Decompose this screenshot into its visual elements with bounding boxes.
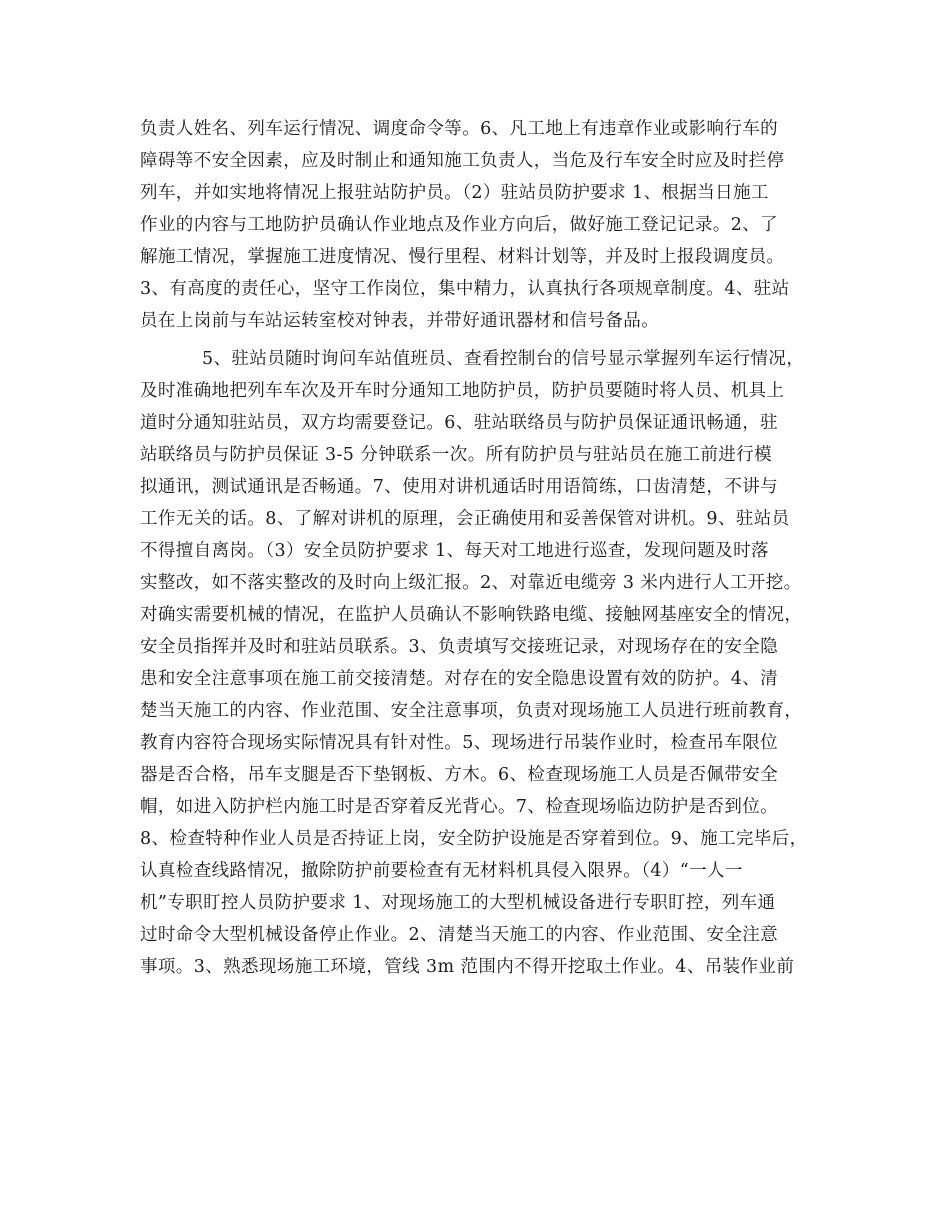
text-line: 楚当天施工的内容、作业范围、安全注意事项，负责对现场施工人员进行班前教育， (140, 701, 803, 721)
text-line: 认真检查线路情况，撤除防护前要检查有无材料机具侵入限界。（4）“一人一 (140, 861, 743, 881)
text-line: 教育内容符合现场实际情况具有针对性。5、现场进行吊装作业时，检查吊车限位 (140, 733, 779, 753)
text-line: 不得擅自离岗。（3）安全员防护要求 1、每天对工地进行巡查，发现问题及时落 (140, 541, 769, 561)
text-line: 5、驻站员随时询问车站值班员、查看控制台的信号显示掌握列车运行情况， (202, 349, 805, 369)
text-line: 安全员指挥并及时和驻站员联系。3、负责填写交接班记录，对现场存在的安全隐 (140, 637, 779, 657)
text-line: 负责人姓名、列车运行情况、调度命令等。6、凡工地上有违章作业或影响行车的 (140, 119, 779, 139)
text-line: 患和安全注意事项在施工前交接清楚。对存在的安全隐患设置有效的防护。4、清 (140, 669, 779, 689)
text-line: 员在上岗前与车站运转室校对钟表，并带好通讯器材和信号备品。 (140, 311, 660, 331)
text-line: 过时命令大型机械设备停止作业。2、清楚当天施工的内容、作业范围、安全注意 (140, 925, 779, 945)
text-line: 拟通讯，测试通讯是否畅通。7、使用对讲机通话时用语简练，口齿清楚，不讲与 (140, 477, 779, 497)
text-line: 障碍等不安全因素，应及时制止和通知施工负责人，当危及行车安全时应及时拦停 (140, 151, 785, 171)
text-line: 站联络员与防护员保证 3-5 分钟联系一次。所有防护员与驻站员在施工前进行模 (140, 445, 773, 465)
text-line: 及时准确地把列车车次及开车时分通知工地防护员，防护员要随时将人员、机具上 (140, 381, 785, 401)
text-line: 帽，如进入防护栏内施工时是否穿着反光背心。7、检查现场临边防护是否到位。 (140, 797, 779, 817)
text-line: 对确实需要机械的情况，在监护人员确认不影响铁路电缆、接触网基座安全的情况， (140, 605, 803, 625)
text-line: 8、检查特种作业人员是否持证上岗，安全防护设施是否穿着到位。9、施工完毕后， (140, 829, 808, 849)
text-line: 解施工情况，掌握施工进度情况、慢行里程、材料计划等，并及时上报段调度员。 (140, 247, 785, 267)
text-line: 事项。3、熟悉现场施工环境，管线 3m 范围内不得开挖取土作业。4、吊装作业前 (140, 957, 795, 977)
text-line: 3、有高度的责任心，坚守工作岗位，集中精力，认真执行各项规章制度。4、驻站 (140, 279, 790, 299)
text-line: 道时分通知驻站员，双方均需要登记。6、驻站联络员与防护员保证通讯畅通，驻 (140, 413, 779, 433)
text-line: 实整改，如不落实整改的及时向上级汇报。2、对靠近电缆旁 3 米内进行人工开挖。 (140, 573, 802, 593)
text-line: 作业的内容与工地防护员确认作业地点及作业方向后，做好施工登记记录。2、了 (140, 215, 779, 235)
text-line: 工作无关的话。8、了解对讲机的原理，会正确使用和妥善保管对讲机。9、驻站员 (140, 509, 790, 529)
text-line: 列车，并如实地将情况上报驻站防护员。（2）驻站员防护要求 1、根据当日施工 (140, 183, 769, 203)
text-line: 器是否合格，吊车支腿是否下垫钢板、方木。6、检查现场施工人员是否佩带安全 (140, 765, 779, 785)
text-line: 机”专职盯控人员防护要求 1、对现场施工的大型机械设备进行专职盯控，列车通 (140, 893, 776, 913)
